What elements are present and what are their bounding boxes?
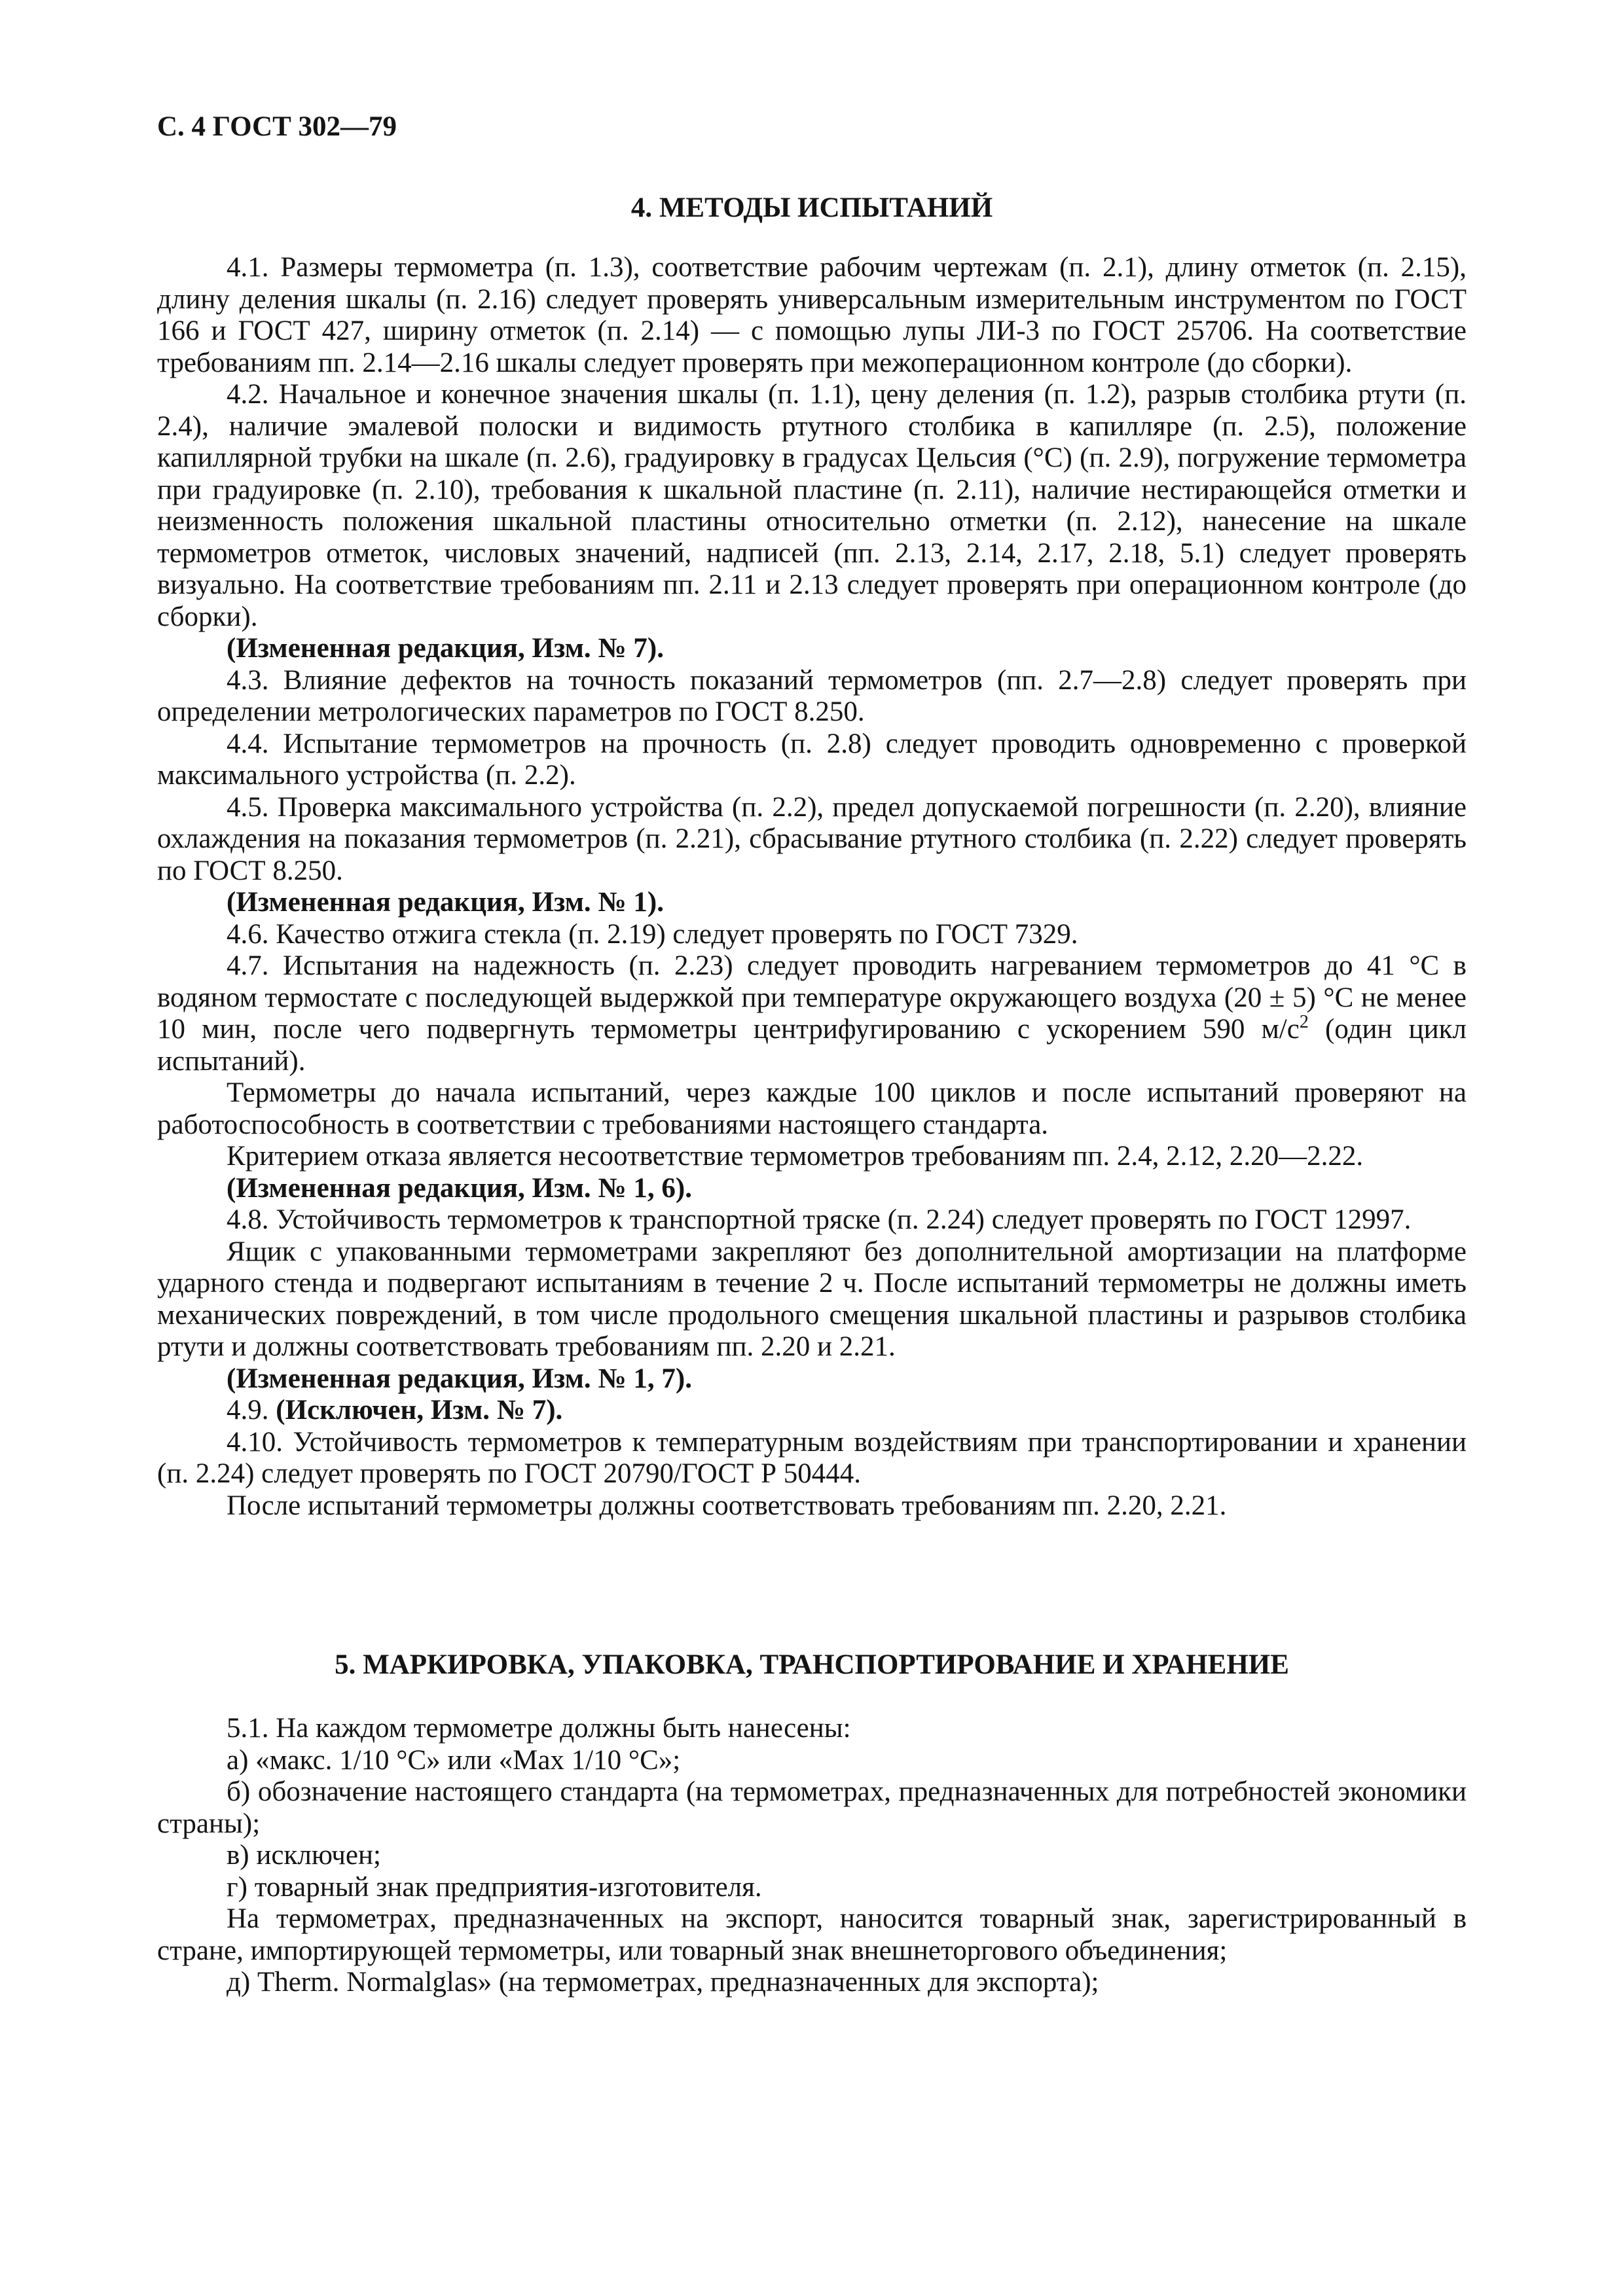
paragraph-4-2: 4.2. Начальное и конечное значения шкалы (п. 1.1), цену деления (п. 1.2), разрыв столбика ртути (п. 2.4), наличие эмалевой полоски и видимость ртутного столбика в капилляре (п. 2.5), положение капиллярной трубки на шкале (п. 2.6), градуировку в градусах Цельсия (°С) (п. 2.9), погружение термометра при градуировке (п. 2.10), требования к шкальной пластине (п. 2.11), наличие нестирающейся отметки и неизменность положения шкальной пластины относительно отметки (п. 2.12), нанесение на шкале термометров отметок, числовых значений, надписей (пп. 2.13, 2.14, 2.17, 2.18, 5.1) следует проверять визуально. На соответствие требованиям пп. 2.11 и 2.13 следует проверять при операционном контроле (до сборки). [157,379,1467,632]
section-4-heading: 4. МЕТОДЫ ИСПЫТАНИЙ [630,192,993,223]
paragraph-4-10-cont: После испытаний термометры должны соответствовать требованиям пп. 2.20, 2.21. [227,1490,1227,1521]
list-item-g: г) товарный знак предприятия-изготовителя. [227,1871,762,1903]
paragraph-4-8: 4.8. Устойчивость термометров к транспортной тряске (п. 2.24) следует проверять по ГОСТ 12997. [227,1204,1412,1235]
superscript-exponent: 2 [1299,1012,1309,1032]
paragraph-4-6: 4.6. Качество отжига стекла (п. 2.19) следует проверять по ГОСТ 7329. [227,918,1078,950]
paragraph-4-4: 4.4. Испытание термометров на прочность (п. 2.8) следует проводить одновременно с проверкой максимального устройства (п. 2.2). [157,728,1467,791]
amendment-note: (Измененная редакция, Изм. № 1, 6). [227,1172,692,1204]
amendment-note: (Измененная редакция, Изм. № 1). [227,887,664,918]
paragraph-5-1-export: На термометрах, предназначенных на экспорт, наносится товарный знак, зарегистрированный в стране, импортирующей термометры, или товарный знак внешнеторгового объединения; [157,1903,1467,1966]
section-5-heading: 5. МАРКИРОВКА, УПАКОВКА, ТРАНСПОРТИРОВАНИЕ И ХРАНЕНИЕ [335,1649,1289,1680]
paragraph-5-1: 5.1. На каждом термометре должны быть нанесены: [227,1713,851,1744]
paragraph-4-10: 4.10. Устойчивость термометров к температурным воздействиям при транспортировании и хранении (п. 2.24) следует проверять по ГОСТ 20790/ГОСТ Р 50444. [157,1426,1467,1489]
paragraph-4-9 [157,1395,1467,1427]
amendment-note: (Измененная редакция, Изм. № 7). [227,633,664,664]
list-item-b: б) обозначение настоящего стандарта (на термометрах, предназначенных для потребностей экономики страны); [157,1776,1467,1839]
paragraph-4-5: 4.5. Проверка максимального устройства (п. 2.2), предел допускаемой погрешности (п. 2.20), влияние охлаждения на показания термометров (п. 2.21), сбрасывание ртутного столбика (п. 2.22) следует проверять по ГОСТ 8.250. [157,791,1467,886]
paragraph-4-3: 4.3. Влияние дефектов на точность показаний термометров (пп. 2.7—2.8) следует проверять при определении метрологических параметров по ГОСТ 8.250. [157,664,1467,727]
paragraph-4-9-number: 4.9. [227,1395,276,1426]
paragraph-4-8-cont: Ящик с упакованными термометрами закрепляют без дополнительной амортизации на платформе ударного стенда и подвергают испытаниям в течение 2 ч. После испытаний термометры не должны иметь механических повреждений, в том числе продольного смещения шкальной пластины и разрывов столбика ртути и должны соответствовать требованиям пп. 2.20 и 2.21. [157,1236,1467,1362]
paragraph-4-7 [157,950,1467,1077]
list-item-d: д) Therm. Normalglas» (на термометрах, предназначенных для экспорта); [227,1967,1099,1998]
running-head: С. 4 ГОСТ 302—79 [157,111,397,142]
paragraph-4-7-text: 4.7. Испытания на надежность (п. 2.23) следует проводить нагреванием термометров до 41 °С в водяном термостате с последующей выдержкой при температуре окружающего воздуха (20 ± 5) °С не менее 10 мин, после чего подвергнуть термометры центрифугированию с ускорением 590 м/с [157,950,1467,1045]
paragraph-4-7-tail: (один цикл испытаний). [157,1014,1467,1077]
paragraph-4-7-cont: Термометры до начала испытаний, через каждые 100 циклов и после испытаний проверяют на работоспособность в соответствии с требованиями настоящего стандарта. [157,1077,1467,1140]
paragraph-4-7-criterion: Критерием отказа является несоответствие термометров требованиям пп. 2.4, 2.12, 2.20—2.22. [227,1141,1364,1172]
list-item-v: в) исключен; [227,1840,381,1871]
amendment-note: (Измененная редакция, Изм. № 1, 7). [227,1363,692,1394]
list-item-a: а) «макс. 1/10 °С» или «Мах 1/10 °С»; [227,1744,681,1776]
section-5-body [157,1713,1467,1999]
section-4-body [157,252,1467,1522]
paragraph-4-1: 4.1. Размеры термометра (п. 1.3), соответствие рабочим чертежам (п. 2.1), длину отметок (п. 2.15), длину деления шкалы (п. 2.16) следует проверять универсальным измерительным инструментом по ГОСТ 166 и ГОСТ 427, ширину отметок (п. 2.14) — с помощью лупы ЛИ-3 по ГОСТ 25706. На соответствие требованиям пп. 2.14—2.16 шкалы следует проверять при межоперационном контроле (до сборки). [157,252,1467,378]
paragraph-4-9-note: (Исключен, Изм. № 7). [276,1395,563,1426]
